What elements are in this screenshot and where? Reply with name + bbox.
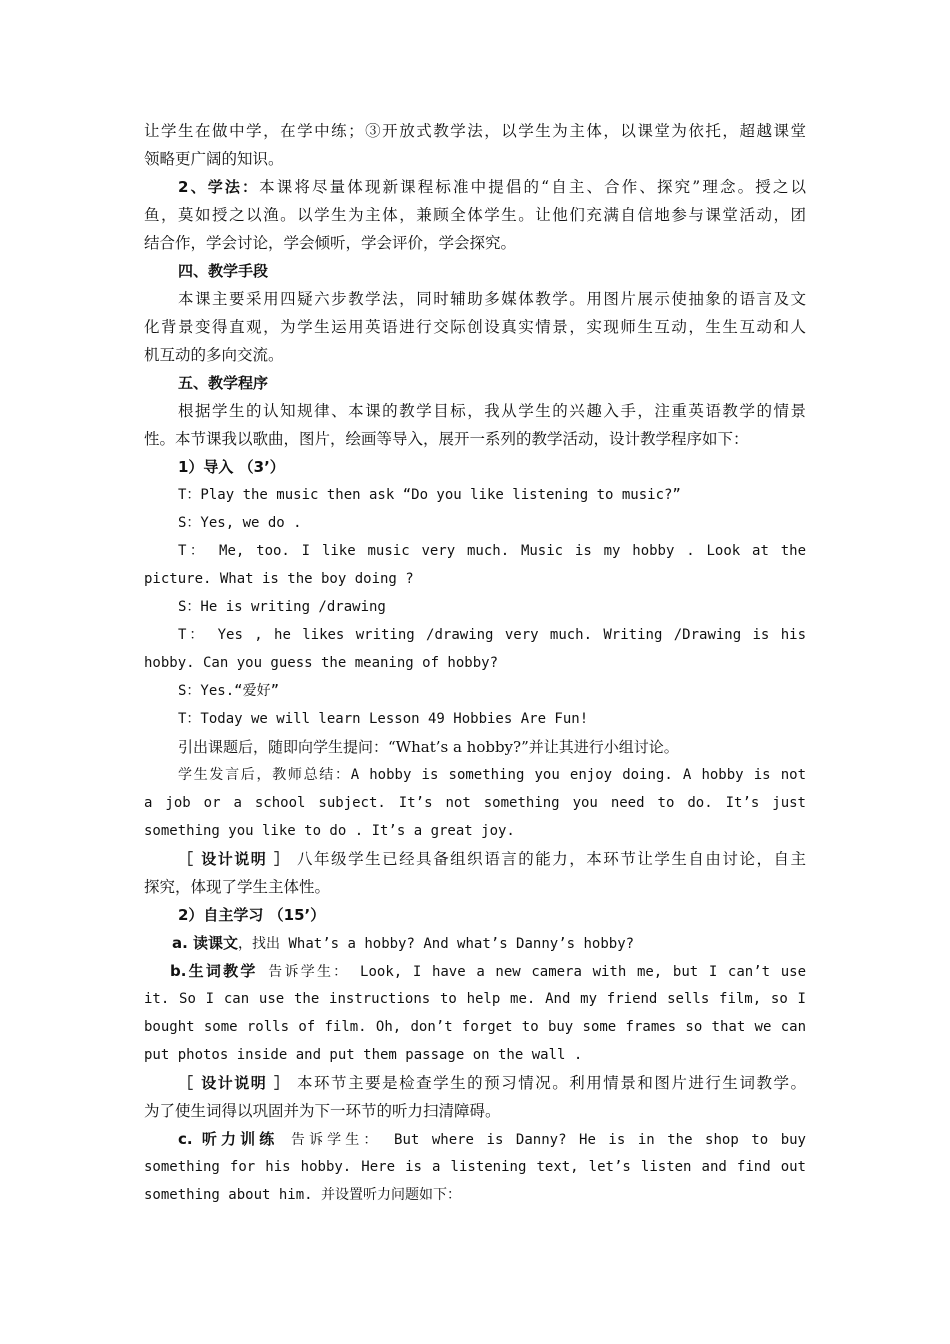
paragraph-text: 八年级学生已经具备组织语言的能力，本环节让学生自由讨论，自主 [290,850,806,868]
dialogue-line: S：He is writing /drawing [178,599,386,615]
paragraph-line: 性。本节课我以歌曲，图片，绘画等导入，展开一系列的教学活动，设计教学程序如下： [144,430,749,448]
paragraph-line: 结合作，学会讨论，学会倾听，学会评价，学会探究。 [144,234,517,252]
paragraph-line: 探究，体现了学生主体性。 [144,878,331,896]
dialogue-line: T： Yes , he likes writing /drawing very much. Writing /Drawing is his [178,627,806,643]
paragraph-line: 鱼，莫如授之以渔。以学生为主体，兼顾全体学生。让他们充满自信地参与课堂活动，团 [144,206,806,224]
item-label: c. 听力训练 [178,1130,279,1148]
paragraph-line: something for his hobby. Here is a listening text, let’s listen and find out [144,1159,806,1175]
paragraph-line: 领略更广阔的知识。 [144,150,284,168]
section-heading: 2、学法： [178,178,260,196]
paragraph-line [172,933,800,954]
step-heading: 2）自主学习 （15’） [178,906,326,924]
paragraph-text: 本课将尽量体现新课程标准中提倡的“自主、合作、探究”理念。授之以 [259,178,806,196]
paragraph-line: 让学生在做中学，在学中练；③开放式教学法，以学生为主体，以课堂为依托，超越课堂 [144,122,806,140]
item-label: b.生词教学 [170,962,258,980]
paragraph-line: 为了使生词得以巩固并为下一环节的听力扫清障碍。 [144,1102,501,1120]
paragraph-text: 本环节主要是检查学生的预习情况。利用情景和图片进行生词教学。 [290,1074,806,1092]
paragraph-line: a job or a school subject. It’s not something you need to do. It’s just [144,795,806,811]
paragraph-text: 告诉学生： Look, I have a new camera with me, but I can’t use [257,964,807,980]
paragraph-line: it. So I can use the instructions to help me. And my friend sells film, so I [144,991,806,1007]
dialogue-line: T：Today we will learn Lesson 49 Hobbies Are Fun! [178,711,589,727]
paragraph-text: ，找出 What’s a hobby? And what’s Danny’s hobby? [238,936,635,952]
design-note-line [178,849,806,869]
paragraph-line: 机互动的多向交流。 [144,346,284,364]
dialogue-line: T： Me, too. I like music very much. Music is my hobby . Look at the [178,543,806,559]
dialogue-line: hobby. Can you guess the meaning of hobby? [144,655,499,671]
paragraph-line: something you like to do . It’s a great joy. [144,823,515,839]
dialogue-line: S：Yes, we do . [178,515,302,531]
paragraph-line: put photos inside and put them passage on the wall . [144,1047,583,1063]
paragraph-line: 化背景变得直观，为学生运用英语进行交际创设真实情景，实现师生互动，生生互动和人 [144,318,806,336]
design-note-line [178,1073,806,1093]
paragraph-line [178,177,806,197]
item-label: a. 读课文 [172,934,239,952]
paragraph-line [178,1129,806,1150]
design-note-label: ［ 设计说明 ］ [178,1074,291,1092]
design-note-label: ［ 设计说明 ］ [178,850,291,868]
paragraph-text: 告诉学生： But where is Danny? He is in the shop to buy [278,1132,806,1148]
paragraph-line: 根据学生的认知规律、本课的教学目标，我从学生的兴趣入手，注重英语教学的情景 [178,402,806,420]
section-heading: 五、教学程序 [178,374,269,392]
dialogue-line: S：Yes.“爱好” [178,683,280,699]
paragraph-line: 引出课题后，随即向学生提问：“What’s a hobby?”并让其进行小组讨论。 [178,738,679,756]
paragraph-line: bought some rolls of film. Oh, don’t forget to buy some frames so that we can [144,1019,806,1035]
step-heading: 1）导入 （3’） [178,458,285,476]
paragraph-line: something about him. 并设置听力问题如下： [144,1187,462,1203]
dialogue-line: T：Play the music then ask “Do you like listening to music?” [178,487,681,503]
paragraph-line: 本课主要采用四疑六步教学法，同时辅助多媒体教学。用图片展示使抽象的语言及文 [178,290,806,308]
paragraph-line [170,961,806,982]
section-heading: 四、教学手段 [178,262,269,280]
paragraph-line: 学生发言后，教师总结：A hobby is something you enjoy doing. A hobby is not [178,767,806,783]
dialogue-line: picture. What is the boy doing ? [144,571,414,587]
